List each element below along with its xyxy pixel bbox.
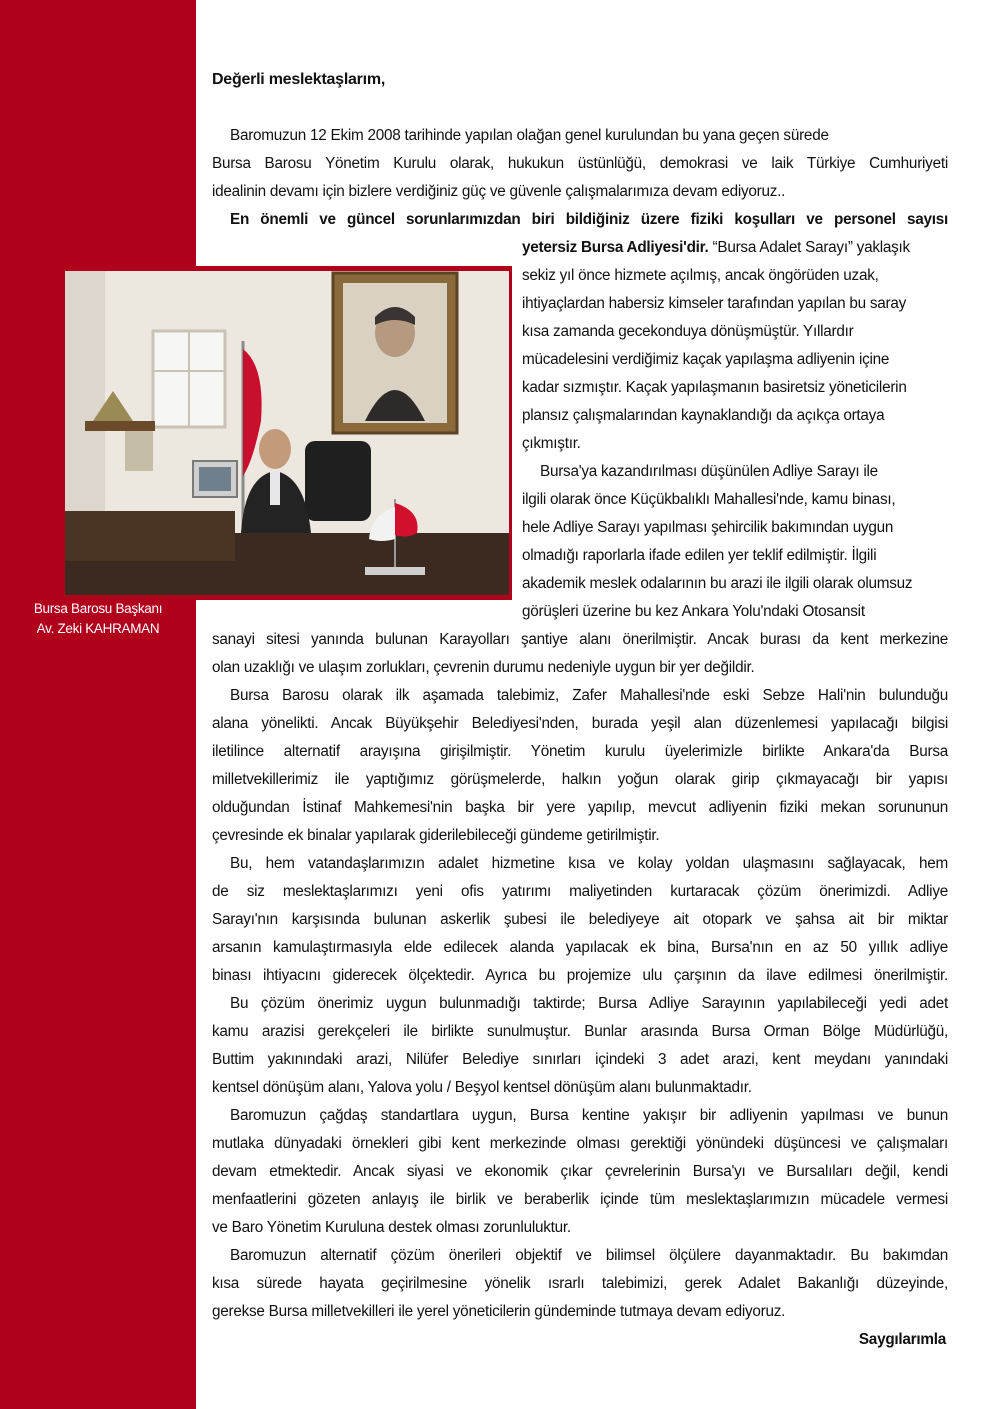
- paragraph-line: Sarayı'nın karşısında bulunan askerlik şubesi ile belediyeye ait otopark ve şahsa ait bir miktar: [212, 911, 948, 928]
- paragraph-line: devam etmektedir. Ancak siyasi ve ekonomik çıkar çevrelerinin Bursa'yı ve Bursalıları değil, kendi: [212, 1163, 948, 1180]
- paragraph-line: Bursa Barosu Yönetim Kurulu olarak, hukukun üstünlüğü, demokrasi ve laik Türkiye Cumhuriyeti: [212, 155, 948, 172]
- paragraph-line: Bu çözüm önerimiz uygun bulunmadığı taktirde; Bursa Adliye Sarayının yapılabileceği yedi adet: [230, 995, 948, 1012]
- paragraph-line: kentsel dönüşüm alanı, Yalova yolu / Beşyol kentsel dönüşüm alanı bulunmaktadır.: [212, 1079, 752, 1096]
- caption-name: Av. Zeki KAHRAMAN: [36, 621, 160, 636]
- red-side-band: [0, 0, 196, 1409]
- paragraph-line: alana yönelikti. Ancak Büyükşehir Belediyesi'nden, burada yeşil alan düzenlemesi yapılacağı bilgisi: [212, 715, 948, 732]
- paragraph-line: menfaatlerini gözeten anlayış ile birlik ve beraberlik içinde tüm meslektaşlarımızın mücadele vermesi: [212, 1191, 948, 1208]
- paragraph-line: kısa zamanda gecekonduya dönüşmüştür. Yıllardır: [522, 323, 854, 340]
- paragraph-line: olmadığı raporlarla ifade edilen yer teklif edilmiştir. İlgili: [522, 547, 877, 564]
- paragraph-line: kısa sürede hayata geçirilmesine yönelik ısrarlı talebimizi, gerek Adalet Bakanlığı düzeyinde,: [212, 1275, 948, 1292]
- photo-caption: [0, 599, 196, 639]
- paragraph-line: Buttim yakınındaki arazi, Nilüfer Belediye sınırları içindeki 3 adet arazi, kent meydanı yanındaki: [212, 1051, 948, 1068]
- adliye-rest: “Bursa Adalet Sarayı” yaklaşık: [708, 239, 910, 256]
- paragraph-line: iletilince alternatif arayışına girişilmiştir. Yönetim kurulu üyelerimizle birlikte Ankara'da Bursa: [212, 743, 948, 760]
- adliye-emphasis: yetersiz Bursa Adliyesi'dir.: [522, 239, 709, 256]
- paragraph-line: gerekse Bursa milletvekilleri ile yerel yöneticilerin gündeminde tutmaya devam ediyoruz.: [212, 1303, 786, 1320]
- signoff: Saygılarımla: [858, 1331, 946, 1348]
- paragraph-line-bold: En önemli ve güncel sorunlarımızdan biri bildiğiniz üzere fiziki koşulları ve personel sayısı: [230, 211, 948, 228]
- office-illustration: [65, 271, 509, 595]
- paragraph-line: Bursa'ya kazandırılması düşünülen Adliye Sarayı ile: [540, 463, 878, 480]
- paragraph-line: kadar sızmıştır. Kaçak yapılaşmanın basiretsiz yöneticilerin: [522, 379, 907, 396]
- paragraph-line: Bu, hem vatandaşlarımızın adalet hizmetine kısa ve kolay yoldan ulaşmasını sağlayacak, hem: [230, 855, 948, 872]
- paragraph-line: olan uzaklığı ve ulaşım zorlukları, çevrenin durumu nedeniyle uygun bir yer değildir.: [212, 659, 755, 676]
- paragraph-line: çevresinde ek binalar yapılarak giderilebileceği gündeme getirilmiştir.: [212, 827, 660, 844]
- paragraph-line: görüşleri üzerine bu kez Ankara Yolu'ndaki Otosansit: [522, 603, 865, 620]
- paragraph-line: arsanın kamulaştırmasıyla elde edilecek alanda yapılacak ek bina, Bursa'nın en az 50 yıllık adliye: [212, 939, 948, 956]
- paragraph-line: plansız çalışmalarından kaynaklandığı da açıkça ortaya: [522, 407, 885, 424]
- paragraph-line: idealinin devamı için bizlere verdiğiniz güç ve güvenle çalışmalarımıza devam ediyoruz..: [212, 183, 786, 200]
- paragraph-line: çıkmıştır.: [522, 435, 581, 452]
- greeting: Değerli meslektaşlarım,: [212, 71, 386, 88]
- paragraph-line: milletvekillerimiz ile yaptığımız görüşmelerde, halkın yoğun olarak girip çıkmayacağı bir yapısı: [212, 771, 948, 788]
- president-office-photo: [65, 271, 509, 595]
- paragraph-line: ilgili olarak önce Küçükbalıklı Mahallesi'nde, kamu binası,: [522, 491, 896, 508]
- paragraph-line: de siz meslektaşlarımızı yeni ofis yatırımı maliyetinden kurtaracak çözüm önerimizdi. Adliye: [212, 883, 948, 900]
- paragraph-line: olduğundan İstinaf Mahkemesi'nin başka bir yere yapılıp, mevcut adliyenin fiziki mekan sorununun: [212, 799, 948, 816]
- paragraph-line: ihtiyaçlardan habersiz kimseler tarafından yapılan bu saray: [522, 295, 907, 312]
- paragraph-line: ve Baro Yönetim Kuruluna destek olması zorunluluktur.: [212, 1219, 571, 1236]
- paragraph-line: Baromuzun çağdaş standartlara uygun, Bursa kentine yakışır bir adliyenin yapılması ve bunun: [230, 1107, 948, 1124]
- paragraph-line: Baromuzun alternatif çözüm önerileri objektif ve bilimsel ölçülere dayanmaktadır. Bu bakımdan: [230, 1247, 948, 1264]
- paragraph-line: mücadelesini verdiğimiz kaçak yapılaşma adliyenin içine: [522, 351, 890, 368]
- caption-title: Bursa Barosu Başkanı: [33, 601, 163, 616]
- paragraph-line: [522, 238, 910, 258]
- paragraph-line: binası ihtiyacını giderecek ölçektedir. Ayrıca bu projemize ulu çarşının da ilave edilmesi önerilmiştir.: [212, 967, 948, 984]
- paragraph-line: akademik meslek odalarının bu arazi ile ilgili olarak olumsuz: [522, 575, 913, 592]
- paragraph-line: sanayi sitesi yanında bulunan Karayolları şantiye alanı önerilmiştir. Ancak burası da kent merkezine: [212, 631, 948, 648]
- paragraph-line: Baromuzun 12 Ekim 2008 tarihinde yapılan olağan genel kurulundan bu yana geçen sürede: [230, 127, 829, 144]
- paragraph-line: mutlaka dünyadaki örnekleri gibi kent merkezinde olması gerektiği yönündeki düşüncesi ve çalışmaları: [212, 1135, 948, 1152]
- paragraph-line: sekiz yıl önce hizmete açılmış, ancak öngörüden uzak,: [522, 267, 879, 284]
- paragraph-line: kamu arazisi gerekçeleri ile birlikte sunulmuştur. Bunlar arasında Bursa Orman Bölge Müdürlüğü,: [212, 1023, 948, 1040]
- paragraph-line: hele Adliye Sarayı yapılması şehircilik bakımından uygun: [522, 519, 894, 536]
- paragraph-line: Bursa Barosu olarak ilk aşamada talebimiz, Zafer Mahallesi'nde eski Sebze Hali'nin bulunduğu: [230, 687, 948, 704]
